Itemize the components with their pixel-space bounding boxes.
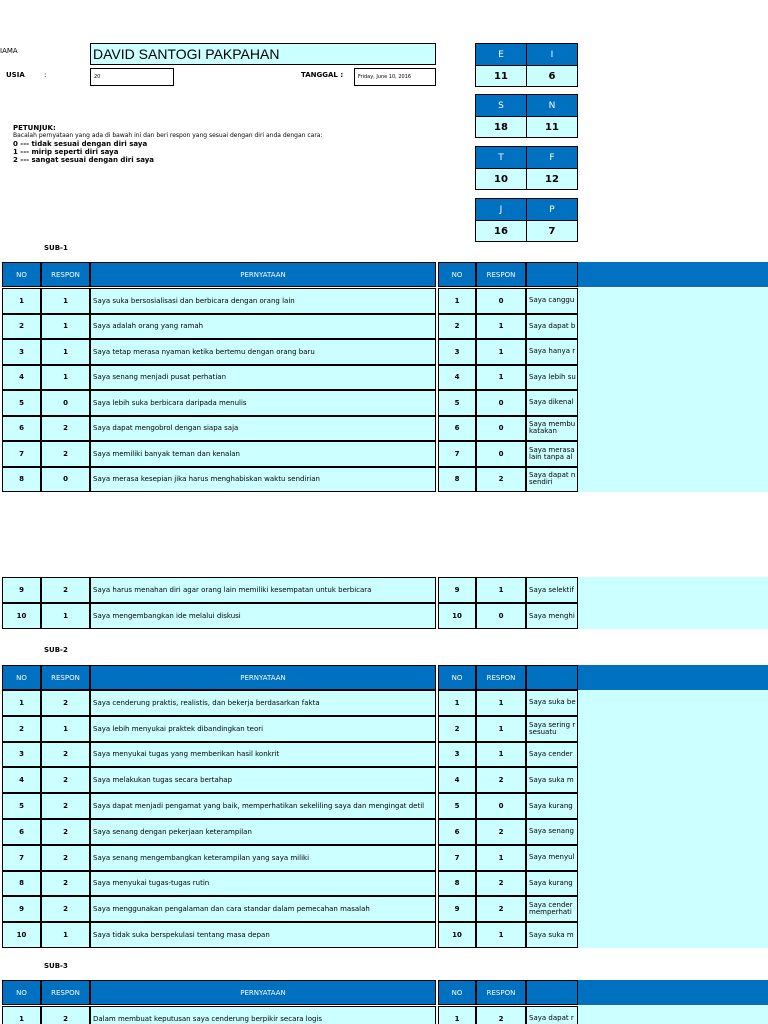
sub1-cell-no: 5 [2,390,41,416]
sub2-cell-r[interactable]: 2 [41,690,90,716]
sub1-row-fill [578,467,768,493]
sub1-cell-no: 1 [2,288,41,314]
sub1b-cell-no: 10 [2,603,41,629]
sub2-row-fill [578,716,768,742]
sub3-header-blank-5 [526,980,578,1005]
sub1-cell-s: Saya suka bersosialisasi dan berbicara dengan orang lain [90,288,436,314]
sub1-header-respon-4: RESPON [476,262,526,287]
sub1-cell-no2: 3 [438,339,476,365]
sub1-cell-no: 7 [2,441,41,467]
sub2-header-no-3: NO [438,665,476,690]
sub1-header-fill [578,262,768,287]
score-label-j: J [499,204,503,215]
instructions-title: PETUNJUK: [13,124,56,132]
sub2-cell-r2[interactable]: 1 [476,845,526,871]
sub1-cell-r[interactable]: 2 [41,416,90,442]
sub2-cell-no: 9 [2,896,41,922]
sub2-cell-r[interactable]: 1 [41,716,90,742]
sub3-header-no-0: NO [2,980,41,1005]
score-label-f: F [526,147,577,168]
usia-colon: : [44,71,47,79]
sub2-cell-r2[interactable]: 0 [476,793,526,819]
sub2-cell-s2: Saya suka m [526,767,578,793]
score-label-e: E [498,49,504,60]
sub1b-cell-r[interactable]: 2 [41,577,90,603]
instructions [13,124,323,164]
sub2-cell-s2: Saya kurang [526,793,578,819]
sub2-title: SUB-2 [44,646,68,654]
sub1-row-fill [578,441,768,467]
sub2-cell-no: 6 [2,819,41,845]
sub2-cell-r2[interactable]: 1 [476,690,526,716]
sub2-header-respon-1: RESPON [41,665,90,690]
sub1-cell-no: 4 [2,365,41,391]
sub2-cell-r[interactable]: 2 [41,871,90,897]
sub1b-row-fill [578,603,768,629]
sub1-header-pernyataan-2: PERNYATAAN [90,262,436,287]
sub2-header-pernyataan-2: PERNYATAAN [90,665,436,690]
sub1-cell-r[interactable]: 1 [41,288,90,314]
sub2-cell-s: Saya menyukai tugas-tugas rutin [90,871,436,897]
sub2-cell-r[interactable]: 2 [41,767,90,793]
sub1b-cell-s: Saya mengembangkan ide melalui diskusi [90,603,436,629]
sub2-row-fill [578,742,768,768]
sub1-cell-no2: 6 [438,416,476,442]
score-value-f: 12 [526,169,577,189]
score-value-p: 7 [526,221,577,241]
score-value-e: 11 [494,70,508,82]
score-box-sn [475,94,578,138]
sub1b-cell-r2[interactable]: 1 [476,577,526,603]
score-value-s: 18 [494,121,508,133]
sub3-title: SUB-3 [44,962,68,970]
sub2-cell-s: Saya dapat menjadi pengamat yang baik, memperhatikan sekeliling saya dan mengingat detil [90,793,436,819]
sub2-cell-no2: 8 [438,871,476,897]
sub1-cell-s: Saya adalah orang yang ramah [90,314,436,340]
sub1-row-fill [578,365,768,391]
sub2-cell-no2: 6 [438,819,476,845]
sub1-cell-r2[interactable]: 1 [476,314,526,340]
usia-value: 20 [94,74,101,80]
nama-label: IAMA [0,47,18,55]
sub2-row-fill [578,845,768,871]
sub2-cell-r[interactable]: 2 [41,793,90,819]
sub2-cell-no: 8 [2,871,41,897]
sub1-cell-r2[interactable]: 1 [476,365,526,391]
sub1-cell-no2: 2 [438,314,476,340]
sub1-row-fill [578,416,768,442]
sub2-row-fill [578,922,768,948]
sub3-row-fill [578,1006,768,1024]
sub3-cell-s: Dalam membuat keputusan saya cenderung berpikir secara logis [90,1006,436,1024]
sub1-cell-r[interactable]: 1 [41,314,90,340]
sub1-cell-s: Saya lebih suka berbicara daripada menulis [90,390,436,416]
sub2-row-fill [578,871,768,897]
sub1-cell-r2[interactable]: 0 [476,288,526,314]
score-label-p: P [526,199,577,220]
sub1-header-respon-1: RESPON [41,262,90,287]
sub2-cell-s2: Saya sering r sesuatu [526,716,578,742]
instructions-line2: 0 --- tidak sesuai dengan diri saya [13,140,148,148]
sub2-cell-s: Saya cenderung praktis, realistis, dan bekerja berdasarkan fakta [90,690,436,716]
sub2-cell-no: 1 [2,690,41,716]
sub1-cell-s: Saya memiliki banyak teman dan kenalan [90,441,436,467]
sub2-cell-s: Saya tidak suka berspekulasi tentang masa depan [90,922,436,948]
sub1-row-fill [578,339,768,365]
sub1-cell-s2: Saya lebih su [526,365,578,391]
sub1-header-no-0: NO [2,262,41,287]
sub2-cell-no2: 9 [438,896,476,922]
sub2-cell-r2[interactable]: 1 [476,922,526,948]
sub1-cell-r2[interactable]: 0 [476,441,526,467]
sub1b-row-fill [578,577,768,603]
sub2-row-fill [578,690,768,716]
score-value-j: 16 [494,225,508,237]
sub2-row-fill [578,819,768,845]
sub2-row-fill [578,896,768,922]
sub2-header-blank-5 [526,665,578,690]
sub3-cell-no2: 1 [438,1006,476,1024]
sub2-cell-s: Saya senang mengembangkan keterampilan yang saya miliki [90,845,436,871]
sub2-cell-s2: Saya senang [526,819,578,845]
sub3-header-respon-4: RESPON [476,980,526,1005]
sub1-row-fill [578,390,768,416]
sub1b-cell-s: Saya harus menahan diri agar orang lain memiliki kesempatan untuk berbicara [90,577,436,603]
nama-value: DAVID SANTOGI PAKPAHAN [93,46,280,62]
sub1b-cell-r[interactable]: 1 [41,603,90,629]
sub1b-cell-no: 9 [2,577,41,603]
score-box-jp [475,198,578,242]
sub3-cell-r2[interactable]: 2 [476,1006,526,1024]
sub1-row-fill [578,288,768,314]
sub1-cell-s: Saya merasa kesepian jika harus menghabiskan waktu sendirian [90,467,436,493]
sub1-cell-s2: Saya hanya r [526,339,578,365]
score-label-n: N [526,95,577,116]
sub2-cell-s: Saya senang dengan pekerjaan keterampilan [90,819,436,845]
sub2-cell-r2[interactable]: 2 [476,871,526,897]
sub1-cell-no2: 1 [438,288,476,314]
sub2-cell-no: 5 [2,793,41,819]
sub2-cell-r[interactable]: 2 [41,896,90,922]
sub1b-cell-no2: 9 [438,577,476,603]
sub2-cell-no2: 5 [438,793,476,819]
sub2-cell-r[interactable]: 2 [41,742,90,768]
sub3-header-no-3: NO [438,980,476,1005]
sub1-cell-s2: Saya merasa lain tanpa al [526,441,578,467]
sub1-cell-no: 8 [2,467,41,493]
sub2-cell-no: 4 [2,767,41,793]
sub1-cell-r2[interactable]: 2 [476,467,526,493]
score-value-i: 6 [526,66,577,86]
sub2-cell-s2: Saya cender memperhati [526,896,578,922]
sub1-cell-no2: 7 [438,441,476,467]
sub1-cell-s2: Saya dikenal [526,390,578,416]
sub2-cell-r[interactable]: 2 [41,819,90,845]
usia-label: USIA [6,71,25,79]
sub2-cell-s2: Saya menyul [526,845,578,871]
instructions-line4: 2 --- sangat sesuai dengan diri saya [13,156,155,164]
score-box-ei [475,43,578,87]
sub2-cell-r2[interactable]: 2 [476,819,526,845]
sub2-cell-r2[interactable]: 2 [476,896,526,922]
score-value-n: 11 [526,117,577,137]
sub2-cell-r2[interactable]: 1 [476,742,526,768]
sub2-cell-r2[interactable]: 1 [476,716,526,742]
sub1-cell-s: Saya dapat mengobrol dengan siapa saja [90,416,436,442]
sub2-cell-no2: 3 [438,742,476,768]
sub2-cell-s2: Saya suka m [526,922,578,948]
sub1-cell-s: Saya tetap merasa nyaman ketika bertemu dengan orang baru [90,339,436,365]
sub1b-cell-s2: Saya selektif [526,577,578,603]
sub1-cell-no: 3 [2,339,41,365]
sub2-cell-s2: Saya kurang [526,871,578,897]
sub1-cell-no: 6 [2,416,41,442]
sub2-cell-r[interactable]: 2 [41,845,90,871]
instructions-line3: 1 --- mirip seperti diri saya [13,148,119,156]
sub3-cell-s2: Saya dapat r [526,1006,578,1024]
sub2-cell-s: Saya menggunakan pengalaman dan cara standar dalam pemecahan masalah [90,896,436,922]
sub2-row-fill [578,767,768,793]
sub1-cell-r2[interactable]: 0 [476,416,526,442]
sub2-cell-no2: 7 [438,845,476,871]
sub1-cell-r[interactable]: 0 [41,467,90,493]
instructions-line1: Bacalah pernyataan yang ada di bawah ini dan beri respon yang sesuai dengan diri anda dengan cara: [13,132,323,139]
sub1-cell-no2: 4 [438,365,476,391]
sub3-header-pernyataan-2: PERNYATAAN [90,980,436,1005]
sub2-cell-s: Saya lebih menyukai praktek dibandingkan teori [90,716,436,742]
sub2-cell-no: 2 [2,716,41,742]
sub1b-cell-no2: 10 [438,603,476,629]
sub2-header-fill [578,665,768,690]
sub2-cell-no2: 2 [438,716,476,742]
sub1b-cell-s2: Saya menghi [526,603,578,629]
sub2-cell-no2: 1 [438,690,476,716]
score-value-t: 10 [494,173,508,185]
sub1-cell-no: 2 [2,314,41,340]
sub1-cell-r2[interactable]: 1 [476,339,526,365]
sub1-cell-r[interactable]: 2 [41,441,90,467]
sub1-cell-s2: Saya membu katakan [526,416,578,442]
score-label-s: S [498,100,504,111]
sub1-row-fill [578,314,768,340]
sub1-header-blank-5 [526,262,578,287]
sub2-cell-no: 10 [2,922,41,948]
usia-field[interactable] [90,68,174,86]
sub2-cell-no: 7 [2,845,41,871]
sub1-cell-r[interactable]: 1 [41,339,90,365]
tanggal-value: Friday, June 10, 2016 [358,74,412,80]
sub3-cell-r[interactable]: 2 [41,1006,90,1024]
sub3-header-fill [578,980,768,1005]
sub3-cell-no: 1 [2,1006,41,1024]
sub1-cell-r[interactable]: 1 [41,365,90,391]
sub1-cell-no2: 8 [438,467,476,493]
sub1-cell-s2: Saya dapat n sendiri [526,467,578,493]
sub2-cell-s2: Saya cender [526,742,578,768]
score-label-i: I [526,44,577,65]
sub2-row-fill [578,793,768,819]
sub2-cell-r[interactable]: 1 [41,922,90,948]
sub1-cell-no2: 5 [438,390,476,416]
sub1-header-no-3: NO [438,262,476,287]
sub1-cell-s2: Saya dapat b [526,314,578,340]
nama-field[interactable] [90,43,436,65]
sub2-cell-no: 3 [2,742,41,768]
tanggal-label: TANGGAL : [301,71,344,79]
sub2-header-no-0: NO [2,665,41,690]
sub2-cell-s: Saya menyukai tugas yang memberikan hasil konkrit [90,742,436,768]
sub1-title: SUB-1 [44,244,68,252]
sub1-cell-r[interactable]: 0 [41,390,90,416]
sub1-cell-r2[interactable]: 0 [476,390,526,416]
sub2-cell-r2[interactable]: 2 [476,767,526,793]
sub2-header-respon-4: RESPON [476,665,526,690]
score-box-tf [475,146,578,190]
sub3-header-respon-1: RESPON [41,980,90,1005]
score-label-t: T [498,152,504,163]
sub1b-cell-r2[interactable]: 0 [476,603,526,629]
tanggal-field[interactable] [354,68,436,86]
sub1-cell-s2: Saya canggu [526,288,578,314]
sub1-cell-s: Saya senang menjadi pusat perhatian [90,365,436,391]
sub2-cell-no2: 4 [438,767,476,793]
sub2-cell-s2: Saya suka be [526,690,578,716]
sub2-cell-no2: 10 [438,922,476,948]
sub2-cell-s: Saya melakukan tugas secara bertahap [90,767,436,793]
